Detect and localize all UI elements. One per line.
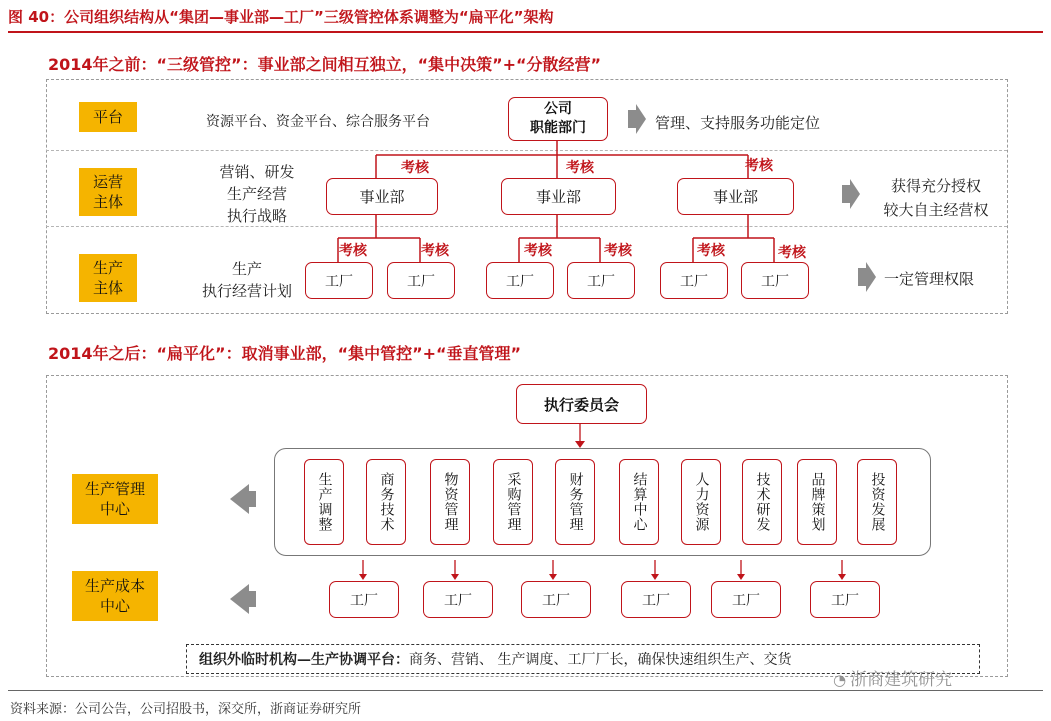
factory-box: 工厂	[810, 581, 880, 618]
factory-box: 工厂	[621, 581, 691, 618]
center-box: 品牌策划	[797, 459, 837, 545]
label-production-cost: 生产成本 中心	[72, 571, 158, 621]
center-box: 结算中心	[619, 459, 659, 545]
division-box: 事业部	[677, 178, 794, 215]
assess-label: 考核	[401, 160, 429, 176]
ops-right: 获得充分授权 较大自主经营权	[883, 177, 989, 219]
assess-label: 考核	[421, 243, 449, 259]
assess-label: 考核	[697, 243, 725, 259]
assess-label: 考核	[604, 243, 632, 259]
factory-box: 工厂	[486, 262, 554, 299]
watermark: ◔ 浙商建筑研究	[833, 670, 953, 690]
label-platform: 平台	[79, 102, 137, 132]
assess-label: 考核	[566, 160, 594, 176]
company-functions-box: 公司 职能部门	[508, 97, 608, 141]
factory-box: 工厂	[741, 262, 809, 299]
factory-box: 工厂	[567, 262, 635, 299]
prod-desc: 生产 执行经营计划	[201, 260, 292, 300]
division-box: 事业部	[501, 178, 616, 215]
factory-box: 工厂	[711, 581, 781, 618]
center-box: 技术研发	[742, 459, 782, 545]
figure-title: 图 40：公司组织结构从“集团—事业部—工厂”三级管控体系调整为“扁平化”架构	[8, 8, 554, 26]
center-box: 人力资源	[681, 459, 721, 545]
center-box: 商务技术	[366, 459, 406, 545]
assess-label: 考核	[745, 158, 773, 174]
factory-box: 工厂	[521, 581, 591, 618]
center-box: 生产调整	[304, 459, 344, 545]
factory-box: 工厂	[423, 581, 493, 618]
platform-desc: 商务、营销、 生产调度、工厂厂长，确保快速组织生产、交货	[409, 652, 792, 668]
label-production-mgmt: 生产管理 中心	[72, 474, 158, 524]
factory-box: 工厂	[387, 262, 455, 299]
platform-right: 管理、支持服务功能定位	[655, 114, 821, 132]
bottom-rule	[8, 690, 1043, 691]
label-prod: 生产 主体	[79, 254, 137, 302]
factory-box: 工厂	[305, 262, 373, 299]
platform-title: 组织外临时机构—生产协调平台：	[199, 652, 409, 668]
center-box: 物资管理	[430, 459, 470, 545]
center-box: 投资发展	[857, 459, 897, 545]
executive-committee-box: 执行委员会	[516, 384, 647, 424]
label-ops: 运营 主体	[79, 168, 137, 216]
factory-box: 工厂	[329, 581, 399, 618]
prod-right: 一定管理权限	[884, 270, 975, 288]
before-heading: 2014年之前：“三级管控”：事业部之间相互独立，“集中决策”+“分散经营”	[48, 55, 602, 74]
factory-box: 工厂	[660, 262, 728, 299]
division-box: 事业部	[326, 178, 438, 215]
platform-desc: 资源平台、资金平台、综合服务平台	[206, 114, 430, 130]
assess-label: 考核	[339, 243, 367, 259]
center-box: 财务管理	[555, 459, 595, 545]
assess-label: 考核	[524, 243, 552, 259]
assess-label: 考核	[778, 245, 806, 261]
wechat-icon: ◔	[833, 671, 847, 689]
ops-desc: 营销、研发 生产经营 执行战略	[219, 163, 295, 225]
after-heading: 2014年之后：“扁平化”：取消事业部，“集中管控”+“垂直管理”	[48, 344, 522, 363]
source-note: 资料来源：公司公告，公司招股书，深交所，浙商证券研究所	[10, 702, 362, 717]
center-box: 采购管理	[493, 459, 533, 545]
